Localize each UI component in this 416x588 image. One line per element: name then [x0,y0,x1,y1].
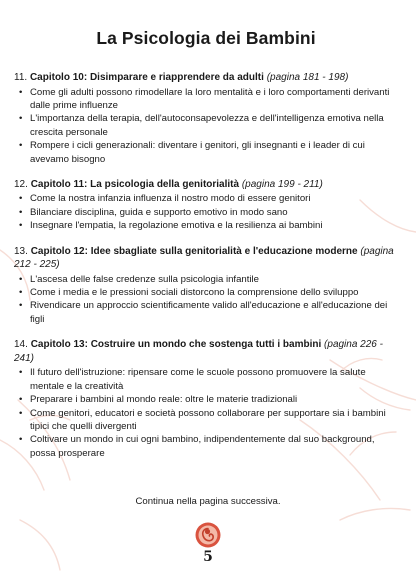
bullet-icon: • [19,113,23,125]
bullet-icon: • [19,287,23,299]
list-item [14,407,398,434]
list-item [14,393,398,406]
topic-text: L'importanza della terapia, dell'autoconsapevolezza e dell'intelligenza emotiva nella crescita personale [30,113,384,138]
topic-text: Come i media e le pressioni sociali distorcono la comprensione dello sviluppo [30,287,359,299]
chapter-topics [14,192,398,232]
chapter-title: Capitolo 12: Idee sbagliate sulla genitorialità e l'educazione moderne [30,245,358,257]
list-item [14,286,398,299]
list-item [14,192,398,205]
chapter-heading [14,178,398,192]
fetus-icon [195,522,221,548]
list-item [14,299,398,326]
chapter-heading [14,338,398,365]
chapter-entry-12 [14,178,398,233]
topic-text: Preparare i bambini al mondo reale: oltre le materie tradizionali [30,394,298,406]
chapter-title: Capitolo 13: Costruire un mondo che sostenga tutti i bambini [30,339,322,351]
chapter-topics [14,86,398,166]
chapter-pages: (pagina 199 - 211) [241,178,323,190]
list-item [14,366,398,393]
chapter-pages: (pagina 181 - 198) [266,72,349,83]
chapter-entry-14 [14,338,398,460]
topic-text: Il futuro dell'istruzione: ripensare come le scuole possono promuovere la salute mentale e la creatività [30,367,366,392]
chapter-topics [14,366,398,460]
chapter-pages: (pagina 226 - 241) [14,339,383,364]
list-item [14,86,398,113]
topic-text: Come genitori, educatori e società possono collaborare per supportare sia i bambini tipici che quelli divergenti [30,407,386,432]
list-item [14,219,398,232]
continue-note: Continua nella pagina successiva. [135,496,281,507]
list-item [14,273,398,286]
bullet-icon: • [19,300,23,312]
chapter-entry-13 [14,245,398,327]
list-item [14,112,398,139]
bullet-icon: • [19,394,23,406]
bullet-icon: • [19,367,23,379]
topic-text: Coltivare un mondo in cui ogni bambino, indipendentemente dal suo background, possa prosperare [30,434,375,459]
topic-text: Come la nostra infanzia influenza il nostro modo di essere genitori [30,193,311,205]
bullet-icon: • [19,86,23,98]
bullet-icon: • [19,220,23,232]
chapter-pages: (pagina 212 - 225) [14,245,394,271]
chapter-heading [14,245,398,272]
chapter-number: 13. [14,245,28,257]
page-title: La Psicologia dei Bambini [96,28,316,48]
chapter-number: 11. [14,72,28,83]
list-item [14,206,398,219]
page-content [14,28,398,472]
page-number: 5 [203,549,213,565]
bullet-icon: • [19,140,23,152]
topic-text: Rompere i cicli generazionali: diventare i genitori, gli insegnanti e i leader di cui avevamo bisogno [30,140,365,165]
list-item [14,139,398,166]
chapter-title: Capitolo 10: Disimparare e riapprendere da adulti [29,72,264,83]
topic-text: Insegnare l'empatia, la regolazione emotiva e la resilienza ai bambini [30,220,323,232]
topic-text: Come gli adulti possono rimodellare la loro mentalità e i loro comportamenti derivanti dalle prime influenze [30,86,390,111]
bullet-icon: • [19,434,23,446]
bullet-icon: • [19,273,23,285]
chapter-heading [14,71,398,85]
bullet-icon: • [19,193,23,205]
chapter-number: 14. [14,339,28,351]
topic-text: Rivendicare un approccio scientificamente valido all'educazione e all'educazione dei figli [30,300,388,325]
chapter-title: Capitolo 11: La psicologia della genitorialità [30,178,240,190]
topic-text: L'ascesa delle false credenze sulla psicologia infantile [30,273,260,285]
chapter-entry-11 [14,71,398,166]
list-item [14,433,398,460]
topic-text: Bilanciare disciplina, guida e supporto emotivo in modo sano [30,206,288,218]
bullet-icon: • [19,407,23,419]
chapter-number: 12. [14,178,28,190]
bullet-icon: • [19,206,23,218]
chapter-topics [14,273,398,327]
